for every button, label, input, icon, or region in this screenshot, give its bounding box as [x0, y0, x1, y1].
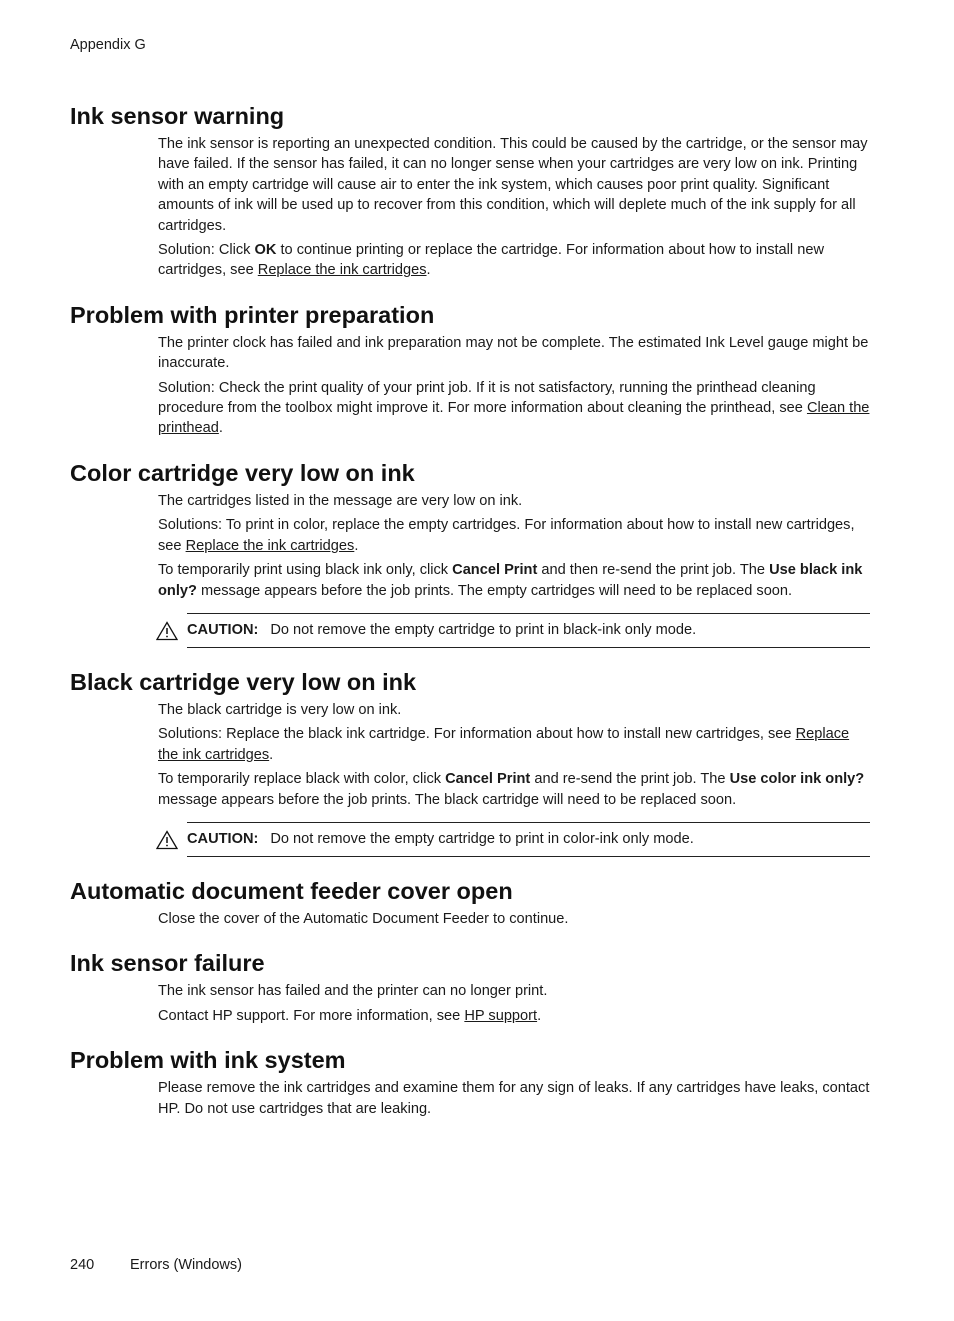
caution-text: Do not remove the empty cartridge to print in color-ink only mode. — [270, 830, 694, 847]
clean-printhead-link[interactable]: Clean the printhead — [158, 400, 870, 437]
paragraph: Please remove the ink cartridges and examine them for any sign of leaks. If any cartridges have leaks, contact HP. Do not use cartridges that are leaking. — [158, 1080, 870, 1117]
text: Solutions: Replace the black ink cartridge. For information about how to install new cartridges, see — [158, 726, 796, 743]
caution-label: CAUTION: — [187, 621, 259, 638]
paragraph — [158, 769, 870, 810]
section-title-ink-system-problem: Problem with ink system — [70, 1047, 346, 1074]
text: . — [269, 746, 274, 763]
paragraph — [158, 1006, 870, 1026]
section-body-color-cartridge-low — [158, 491, 870, 601]
section-body-ink-system-problem — [158, 1078, 870, 1119]
caution-box — [187, 822, 870, 857]
replace-cartridges-link[interactable]: Replace the ink cartridges — [185, 537, 355, 554]
solution-paragraph — [158, 240, 870, 281]
text: . — [354, 537, 359, 554]
text: and re-send the print job. The — [530, 771, 730, 788]
paragraph: The ink sensor has failed and the printer can no longer print. — [158, 983, 548, 1000]
caution-label: CAUTION: — [187, 830, 259, 847]
paragraph: The black cartridge is very low on ink. — [158, 701, 402, 718]
paragraph: The ink sensor is reporting an unexpected condition. This could be caused by the cartridge, or the sensor may have failed. If the sensor has failed, it can no longer sense when your cartridges are very low on ink. Printing with an empty cartridge will cause air to enter the ink system, which causes poor print quality. Significant amounts of ink will be used up to recover from this condition, which will deplete much of the ink supply for all cartridges. — [158, 136, 868, 234]
replace-cartridges-link[interactable]: Replace the ink cartridges — [257, 262, 427, 279]
text: Solution: Click — [158, 242, 255, 259]
text: . — [537, 1007, 542, 1024]
section-title-black-cartridge-low: Black cartridge very low on ink — [70, 668, 417, 695]
replace-cartridges-link[interactable]: Replace the ink cartridges — [158, 726, 850, 763]
section-body-ink-sensor-failure — [158, 981, 870, 1026]
page-content — [70, 100, 870, 1123]
paragraph: Close the cover of the Automatic Document Feeder to continue. — [158, 910, 569, 927]
section-body-ink-sensor-warning — [158, 134, 870, 281]
paragraph: The printer clock has failed and ink preparation may not be complete. The estimated Ink Level gauge might be inaccurate. — [158, 334, 869, 372]
section-title-adf-cover-open: Automatic document feeder cover open — [70, 877, 513, 904]
text: To temporarily print using black ink only, click — [158, 562, 453, 579]
caution-text: Do not remove the empty cartridge to print in black-ink only mode. — [270, 621, 697, 638]
page-footer — [70, 1257, 242, 1273]
text: message appears before the job prints. The empty cartridges will need to be replaced soon. — [196, 582, 793, 599]
message-label: Use color ink only? — [729, 771, 865, 788]
cancel-print-label: Cancel Print — [452, 562, 538, 579]
hp-support-link[interactable]: HP support — [464, 1007, 538, 1024]
solution-paragraph — [158, 724, 870, 765]
warning-triangle-icon — [156, 621, 178, 641]
solution-paragraph — [158, 515, 870, 556]
section-title-ink-sensor-warning: Ink sensor warning — [70, 103, 285, 129]
section-title-ink-sensor-failure: Ink sensor failure — [70, 950, 265, 977]
running-header: Appendix G — [70, 37, 146, 53]
caution-box — [187, 613, 870, 648]
text: Solution: Check the print quality of your print job. If it is not satisfactory, running the printhead cleaning procedure from the toolbox might improve it. For more information about cleaning the printhead, see — [158, 379, 816, 417]
section-title-printer-preparation: Problem with printer preparation — [70, 301, 435, 328]
message-label: Use black ink only? — [158, 562, 863, 599]
text: . — [218, 420, 223, 437]
page-number: 240 — [70, 1257, 95, 1273]
solution-paragraph — [158, 378, 870, 439]
text: and then re-send the print job. The — [537, 562, 770, 579]
warning-triangle-icon — [156, 830, 178, 850]
text: Solutions: To print in color, replace the empty cartridges. For information about how to install new cartridges, see — [158, 517, 855, 554]
section-title-color-cartridge-low: Color cartridge very low on ink — [70, 459, 415, 486]
paragraph — [158, 560, 870, 601]
section-body-black-cartridge-low — [158, 700, 870, 810]
text: Contact HP support. For more information, see — [158, 1007, 465, 1024]
footer-section: Errors (Windows) — [130, 1257, 242, 1273]
ok-label: OK — [254, 242, 277, 259]
text: To temporarily replace black with color, click — [158, 771, 446, 788]
paragraph: The cartridges listed in the message are very low on ink. — [158, 492, 523, 509]
section-body-adf-cover-open — [158, 909, 870, 929]
cancel-print-label: Cancel Print — [445, 771, 531, 788]
section-body-printer-preparation — [158, 333, 870, 439]
text: . — [426, 262, 431, 279]
text: to continue printing or replace the cartridge. For information about how to install new cartridges, see — [158, 242, 824, 279]
text: message appears before the job prints. The black cartridge will need to be replaced soon. — [158, 791, 737, 808]
